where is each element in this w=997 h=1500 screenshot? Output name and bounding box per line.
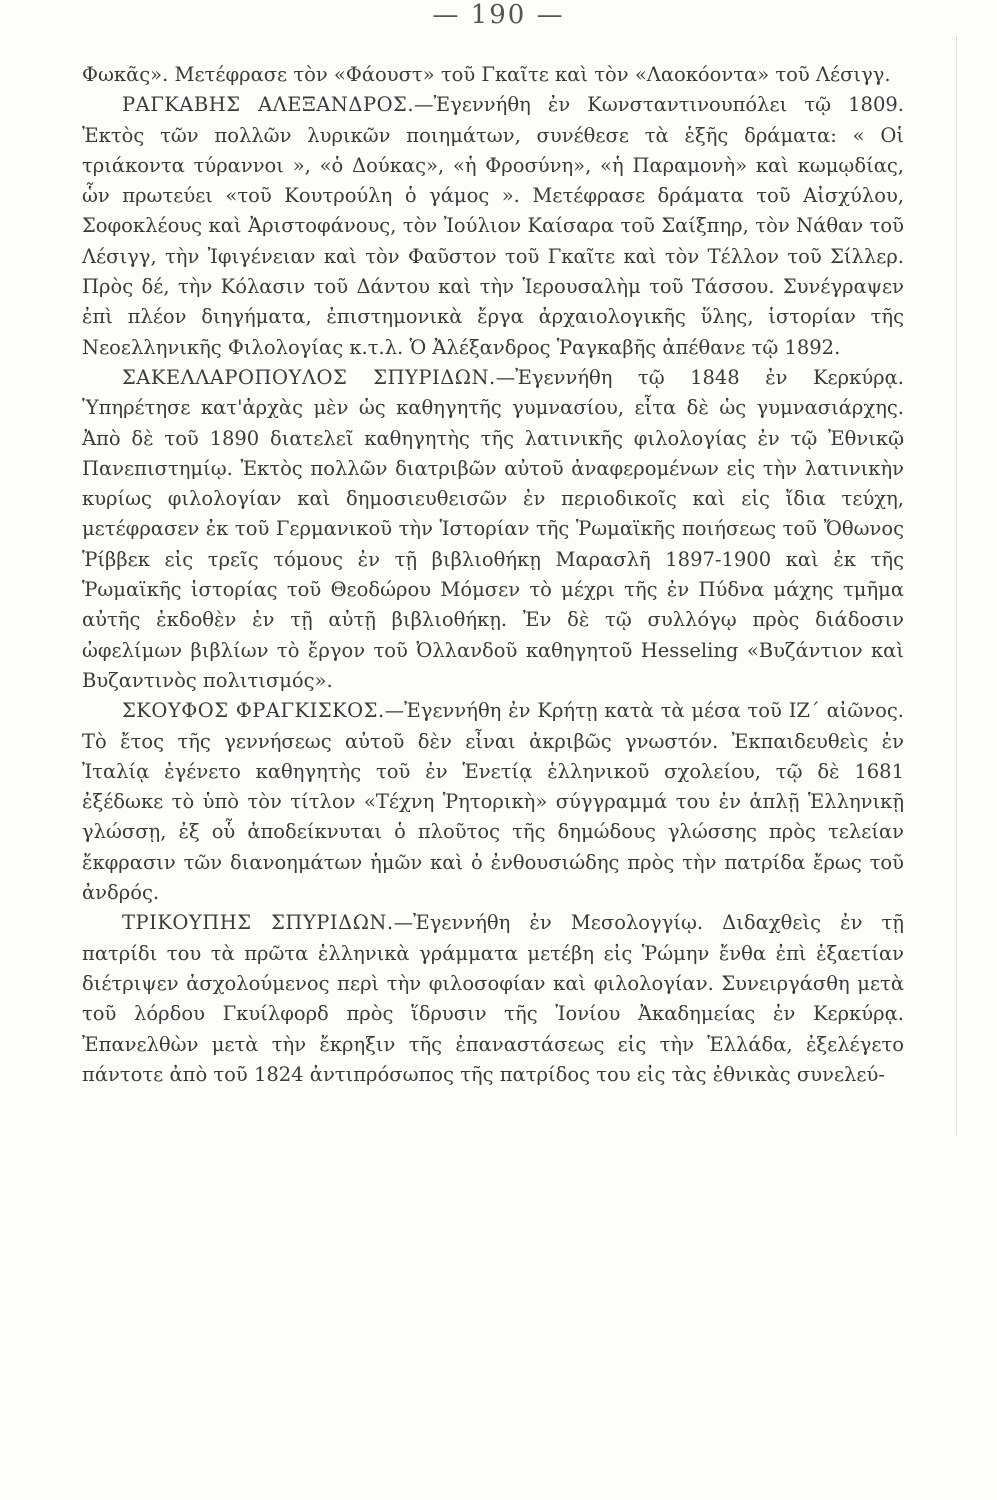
entry-skoufos (82, 696, 904, 908)
entry-name: ΣΚΟΥΦΟΣ ΦΡΑΓΚΙΣΚΟΣ. (122, 699, 385, 723)
page-edge-shadow (956, 36, 997, 1136)
entry-trikoupis (82, 908, 904, 1090)
entry-name: ΡΑΓΚΑΒΗΣ ΑΛΕΞΑΝΔΡΟΣ. (122, 93, 415, 117)
entry-text: —Ἐγεννήθη τῷ 1848 ἐν Κερκύρᾳ. Ὑπηρέτησε κατ'ἀρχὰς μὲν ὡς καθηγητῆς γυμνασίου, εἶτα δὲ ὡς γυμνασιάρχης. Ἀπὸ δὲ τοῦ 1890 διατελεῖ καθηγητὴς τῆς λατινικῆς φιλολογίας ἐν τῷ Ἐθνικῷ Πανεπιστημίῳ. Ἐκτὸς πολλῶν διατριβῶν αὐτοῦ ἀναφερομένων εἰς τὴν λατινικὴν κυρίως φιλολογίαν καὶ δημοσιευθεισῶν ἐν περιοδικοῖς καὶ εἰς ἴδια τεύχη, μετέφρασεν ἐκ τοῦ Γερμανικοῦ τὴν Ἱστορίαν τῆς Ῥωμαϊκῆς ποιήσεως τοῦ Ὄθωνος Ῥίββεκ εἰς τρεῖς τόμους ἐν τῇ βιβλιοθήκῃ Μαρασλῆ 1897-1900 καὶ ἐκ τῆς Ῥωμαϊκῆς ἱστορίας τοῦ Θεοδώρου Μόμσεν τὸ μέχρι τῆς ἐν Πύδνα μάχης τμῆμα αὐτῆς ἐκδοθὲν ἐν τῇ αὐτῇ βιβλιοθήκῃ. Ἐν δὲ τῷ συλλόγῳ πρὸς διάδοσιν ὠφελίμων βιβλίων τὸ ἔργον τοῦ Ὀλλανδοῦ καθηγητοῦ Hesseling «Βυζάντιον καὶ Βυζαντινὸς πολιτισμός». (82, 365, 904, 692)
paragraph-continuation (82, 60, 904, 90)
body-text (82, 60, 904, 1090)
entry-text: —Ἐγεννήθη ἐν Κρήτῃ κατὰ τὰ μέσα τοῦ ΙΖ΄ αἰῶνος. Τὸ ἔτος τῆς γεννήσεως αὐτοῦ δὲν εἶναι ἀκριβῶς γνωστόν. Ἐκπαιδευθεὶς ἐν Ἰταλίᾳ ἐγένετο καθηγητὴς τοῦ ἐν Ἑνετίᾳ ἑλληνικοῦ σχολείου, τῷ δὲ 1681 ἐξέδωκε τὸ ὑπὸ τὸν τίτλον «Τέχνη Ῥητορικὴ» σύγγραμμά του ἐν ἁπλῇ Ἑλληνικῇ γλώσσῃ, ἐξ οὗ ἀποδείκνυται ὁ πλοῦτος τῆς δημώδους γλώσσης πρὸς τελείαν ἔκφρασιν τῶν διανοημάτων ἡμῶν καὶ ὁ ἐνθουσιώδης πρὸς τὴν πατρίδα ἔρως τοῦ ἀνδρός. (82, 699, 904, 905)
entry-sakellaropoulos (82, 363, 904, 696)
entry-name: ΤΡΙΚΟΥΠΗΣ ΣΠΥΡΙΔΩΝ. (122, 911, 394, 935)
page-number: — 190 — (432, 0, 565, 30)
entry-ragkavis (82, 90, 904, 363)
entry-text: —Ἐγεννήθη ἐν Κωνσταντινουπόλει τῷ 1809. Ἐκτὸς τῶν πολλῶν λυρικῶν ποιημάτων, συνέθεσε τὰ ἑξῆς δράματα: « Οἱ τριάκοντα τύραννοι », «ὁ Δούκας», «ἡ Φροσύνη», «ἡ Παραμονὴ» καὶ κωμῳδίας, ὧν πρωτεύει «τοῦ Κουτρούλη ὁ γάμος ». Μετέφρασε δράματα τοῦ Αἰσχύλου, Σοφοκλέους καὶ Ἀριστοφάνους, τὸν Ἰούλιον Καίσαρα τοῦ Σαίξπηρ, τὸν Νάθαν τοῦ Λέσιγγ, τὴν Ἰφιγένειαν καὶ τὸν Φαῦστον τοῦ Γκαῖτε καὶ τὸν Τέλλον τοῦ Σίλλερ. Πρὸς δέ, τὴν Κόλασιν τοῦ Δάντου καὶ τὴν Ἱερουσαλὴμ τοῦ Τάσσου. Συνέγραψεν ἐπὶ πλέον διηγήματα, ἐπιστημονικὰ ἔργα ἀρχαιολογικῆς ὕλης, ἱστορίαν τῆς Νεοελληνικῆς Φιλολογίας κ.τ.λ. Ὁ Ἀλέξανδρος Ῥαγκαβῆς ἀπέθανε τῷ 1892. (82, 93, 904, 359)
entry-text: —Ἐγεννήθη ἐν Μεσολογγίῳ. Διδαχθεὶς ἐν τῇ πατρίδι του τὰ πρῶτα ἑλληνικὰ γράμματα μετέβη εἰς Ῥώμην ἔνθα ἐπὶ ἑξαετίαν διέτριψεν ἀσχολούμενος περὶ τὴν φιλοσοφίαν καὶ φιλολογίαν. Συνειργάσθη μετὰ τοῦ λόρδου Γκυίλφορδ πρὸς ἵδρυσιν τῆς Ἰονίου Ἀκαδημείας ἐν Κερκύρᾳ. Ἐπανελθὼν μετὰ τὴν ἔκρηξιν τῆς ἐπαναστάσεως εἰς τὴν Ἑλλάδα, ἐξελέγετο πάντοτε ἀπὸ τοῦ 1824 ἀντιπρόσωπος τῆς πατρίδος του εἰς τὰς ἐθνικὰς συνελεύ- (82, 911, 904, 1086)
entry-name: ΣΑΚΕΛΛΑΡΟΠΟΥΛΟΣ ΣΠΥΡΙΔΩΝ. (122, 365, 496, 389)
paragraph-text: Φωκᾶς». Μετέφρασε τὸν «Φάουστ» τοῦ Γκαῖτε καὶ τὸν «Λαοκόοντα» τοῦ Λέσιγγ. (82, 63, 891, 86)
